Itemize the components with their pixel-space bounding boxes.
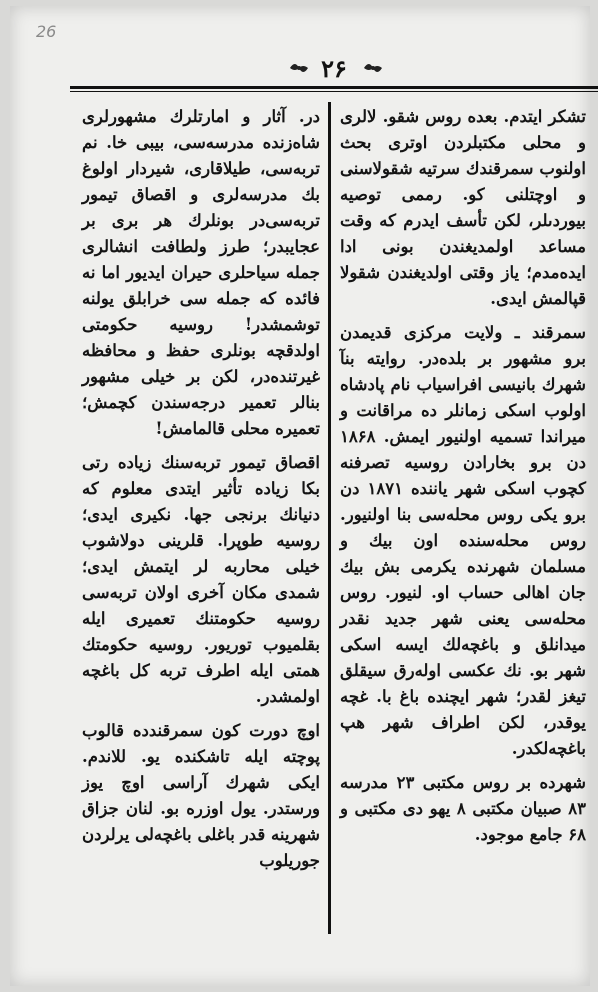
paragraph: سمرقند ـ ولايت مركزى قديمدن برو مشهور بر بلده‌در. روايته بنآ شهرك بانيسى افراسياب نام پادشاه اولوب اسكى زمانلر ده مراقانت و ميراندا تسميه اولنيور ايمش. ۱۸۶۸ دن برو بخارادن روسيه تصرفنه كچوب اسكى شهر يانندە ۱۸۷۱ دن برو يكى روس محله‌سى بنا اولنيور. روس محله‌سنده اون بيك و مسلمان شهرنده يكرمى بش بيك جان اهالى حساب او. لنيور. روس محله‌سى يعنى شهر جديد نقدر ميدانلق و باغچه‌لك ايسه اسكى شهر بو. نك عكسى اولەرق سيقلق تيغز لقدر؛ شهر ايچنده باغ با. غچه يوقدر، لكن اطراف شهر هپ باغچه‌لكدر. xyxy=(340,323,586,758)
paragraph: اقصاق تيمور تربه‌سنك زيادە رتى بكا زياده تأثير ايتدى معلوم كه دنيانك برنجى جها. نكيرى ايدى؛ روسيه طوپرا. قلرينى دولاشوب خيلى محاربه لر ايتمش ايدى؛ شمدى مكان آخرى اولان تربه‌سى روسيه حكومتنك تعميرى ايله بقلميوب توريور. روسيه حكومتك همتى ايله اطرف تربه كل باغچه اولمشدر. xyxy=(82,453,320,706)
column-divider xyxy=(328,102,331,934)
ornament-right-icon xyxy=(362,58,384,78)
page-header xyxy=(70,46,598,102)
right-text-column xyxy=(340,104,586,856)
paragraph: تشكر ايتدم. بعده روس شقو. لالرى و محلى مكتبلردن اوترى بحث اولنوب سمرقندك سرتيه شقولاسنى و اوچتلنى كو. رممى توصيه بيوردىلر، لكن تأسف ايدرم كه وقت مساعد اولمديغندن بونى ادا ايده‌مدم؛ ياز وقتى اولديغندن شقولا قپالمش ايدى. xyxy=(340,107,586,308)
page-number: ۲۶ xyxy=(321,54,347,83)
header-rule-thin xyxy=(70,91,598,92)
handwritten-margin-note: 26 xyxy=(36,22,57,41)
paragraph: اوچ دورت كون سمرقندده قالوب پوچته ايله تاشكنده يو. للاندم. ايكى شهرك آراسى اوچ يوز ورستدر. يول اوزره بو. لنان جزاق شهرينه قدر باغلى باغچه‌لى يرلردن جوريلوب xyxy=(82,721,320,870)
book-page xyxy=(10,6,590,986)
header-rule xyxy=(70,86,598,89)
paragraph: شهرده بر روس مكتبى ۲۳ مدرسه ۸۳ صبيان مكتبى ۸ يهو دى مكتبى و ۶۸ جامع موجود. xyxy=(340,773,587,844)
left-text-column xyxy=(82,104,320,882)
paragraph: در. آثار و امارتلرك مشهورلرى شاه‌زنده مدرسه‌سى، بيبى خا. نم تربه‌سى، طيلاقارى، شيردار اولوغ بك مدرسه‌لرى و اقصاق تيمور تربه‌سى‌در بونلرك هر برى بر عجايبدر؛ طرز ولطافت انشالرى جمله سياحلرى حيران ايديور اما نه فائده كه جمله سى خرابلق يولنه توشمشدر! روسيه حكومتى اولدقچه بونلرى حفظ و محافظه غيرتنده‌در، لكن بر خيلى مشهور بنالر تعمير درجه‌سندن كچمش؛ تعميره محلى قالمامش! xyxy=(82,107,320,438)
